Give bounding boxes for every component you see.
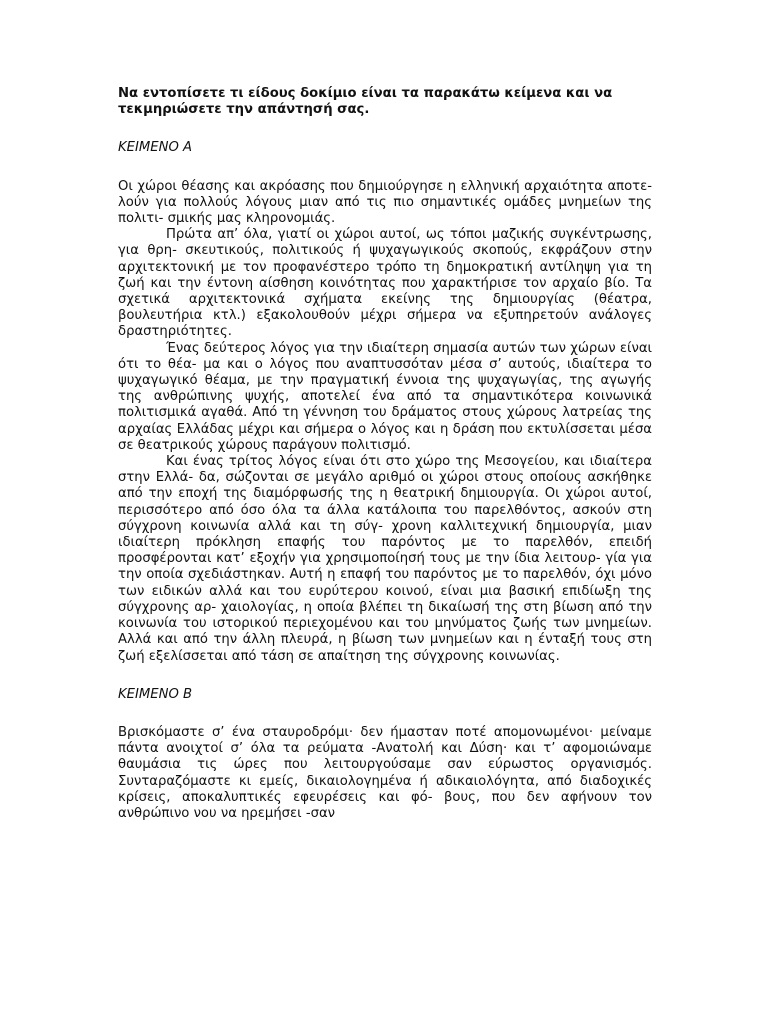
spacer bbox=[118, 703, 652, 725]
text-b-heading: ΚΕΙΜΕΝΟ Β bbox=[118, 686, 193, 702]
spacer bbox=[118, 157, 652, 179]
spacer bbox=[118, 665, 652, 687]
document-title: Να εντοπίσετε τι είδους δοκίμιο είναι τα παρακάτω κείμενα και να τεκμηριώσετε την απάντησή σας. bbox=[118, 86, 613, 118]
document-page bbox=[118, 86, 652, 822]
text-a-paragraph-3: Ένας δεύτερος λόγος για την ιδιαίτερη σημασία αυτών των χώρων είναι ότι το θέα- μα και ο λόγος που αναπτυσσόταν μέσα σ’ αυτούς, ιδιαίτερα το ψυχαγωγικό θέαμα, με την πραγματική έννοια της ψυχαγωγίας, της αγωγής της ανθρώπινης ψυχής, αποτελεί ένα από τα σημαντικότερα κοινωνικά πολιτισμικά αγαθά. Από τη γέννηση του δράματος στους χώρους λατρείας της αρχαίας Ελλάδας μέχρι και σήμερα ο λόγος και η δράση που εκτυλίσσεται μέσα σε θεατρικούς χώρους παράγουν πολιτισμό. bbox=[118, 340, 652, 453]
text-a-heading: ΚΕΙΜΕΝΟ Α bbox=[118, 140, 193, 156]
spacer bbox=[118, 118, 652, 140]
text-a-paragraph-4: Και ένας τρίτος λόγος είναι ότι στο χώρο της Μεσογείου, και ιδιαίτερα στην Ελλά- δα, σώζονται σε μεγάλο αριθμό οι χώροι στους οποίους ασκήθηκε από την εποχή της διαμόρφωσής της η θεατρική δημιουργία. Οι χώροι αυτοί, περισσότερο από όσο όλα τα άλλα κατάλοιπα του παρελθόντος, ασκούν στη σύγχρονη κοινωνία αλλά και τη σύγ- χρονη καλλιτεχνική δημιουργία, μιαν ιδιαίτερη πρόκληση επαφής του παρόντος με το παρελθόν, επειδή προσφέρονται κατ’ εξοχήν για χρησιμοποίησή τους με την ίδια λειτουρ- γία για την οποία σχεδιάστηκαν. Αυτή η επαφή του παρόντος με το παρελθόν, όχι μόνο των ειδικών αλλά και του ευρύτερου κοινού, είναι μια βασική επιδίωξη της σύγχρονης αρ- χαιολογίας, η οποία βλέπει τη δικαίωσή της στη βίωση από την κοινωνία του ιστορικού περιεχομένου και του μηνύματος ζωής των μνημείων. Αλλά και από την άλλη πλευρά, η βίωση των μνημείων και η ένταξή τους στη ζωή εξελίσσεται από τάση σε απαίτηση της σύγχρονης κοινωνίας. bbox=[118, 454, 652, 664]
text-b-paragraph-1: Βρισκόμαστε σ’ ένα σταυροδρόμι· δεν ήμασταν ποτέ απομονωμένοι· μείναμε πάντα ανοιχτοί σ’ όλα τα ρεύματα -Ανατολή και Δύση· και τ’ αφομοιώναμε θαυμάσια τις ώρες που λειτουργούσαμε σαν εύρωστος οργανισμός. Συνταραζόμαστε κι εμείς, δικαιολογημένα ή αδικαιολόγητα, από διαδοχικές κρίσεις, αποκαλυπτικές εφευρέσεις και φό- βους, που δεν αφήνουν τον ανθρώπινο νου να ηρεμήσει -σαν bbox=[118, 724, 652, 821]
text-a-paragraph-1: Οι χώροι θέασης και ακρόασης που δημιούργησε η ελληνική αρχαιότητα αποτε- λούν για πολλούς λόγους μιαν από τις πιο σημαντικές ομάδες μνημείων της πολιτι- σμικής μας κληρονομιάς. bbox=[118, 178, 652, 227]
text-a-paragraph-2: Πρώτα απ’ όλα, γιατί οι χώροι αυτοί, ως τόποι μαζικής συγκέντρωσης, για θρη- σκευτικούς, πολιτικούς ή ψυχαγωγικούς σκοπούς, εκφράζουν στην αρχιτεκτονική με τον προφανέστερο τρόπο τη δημοκρατική αντίληψη για τη ζωή και την έντονη αίσθηση κοινότητας που χαρακτήρισε τον αρχαίο βίο. Τα σχετικά αρχιτεκτονικά σχήματα εκείνης της δημιουργίας (θέατρα, βουλευτήρια κτλ.) εξακολουθούν μέχρι σήμερα να εξυπηρετούν ανάλογες δραστηριότητες. bbox=[118, 227, 652, 340]
